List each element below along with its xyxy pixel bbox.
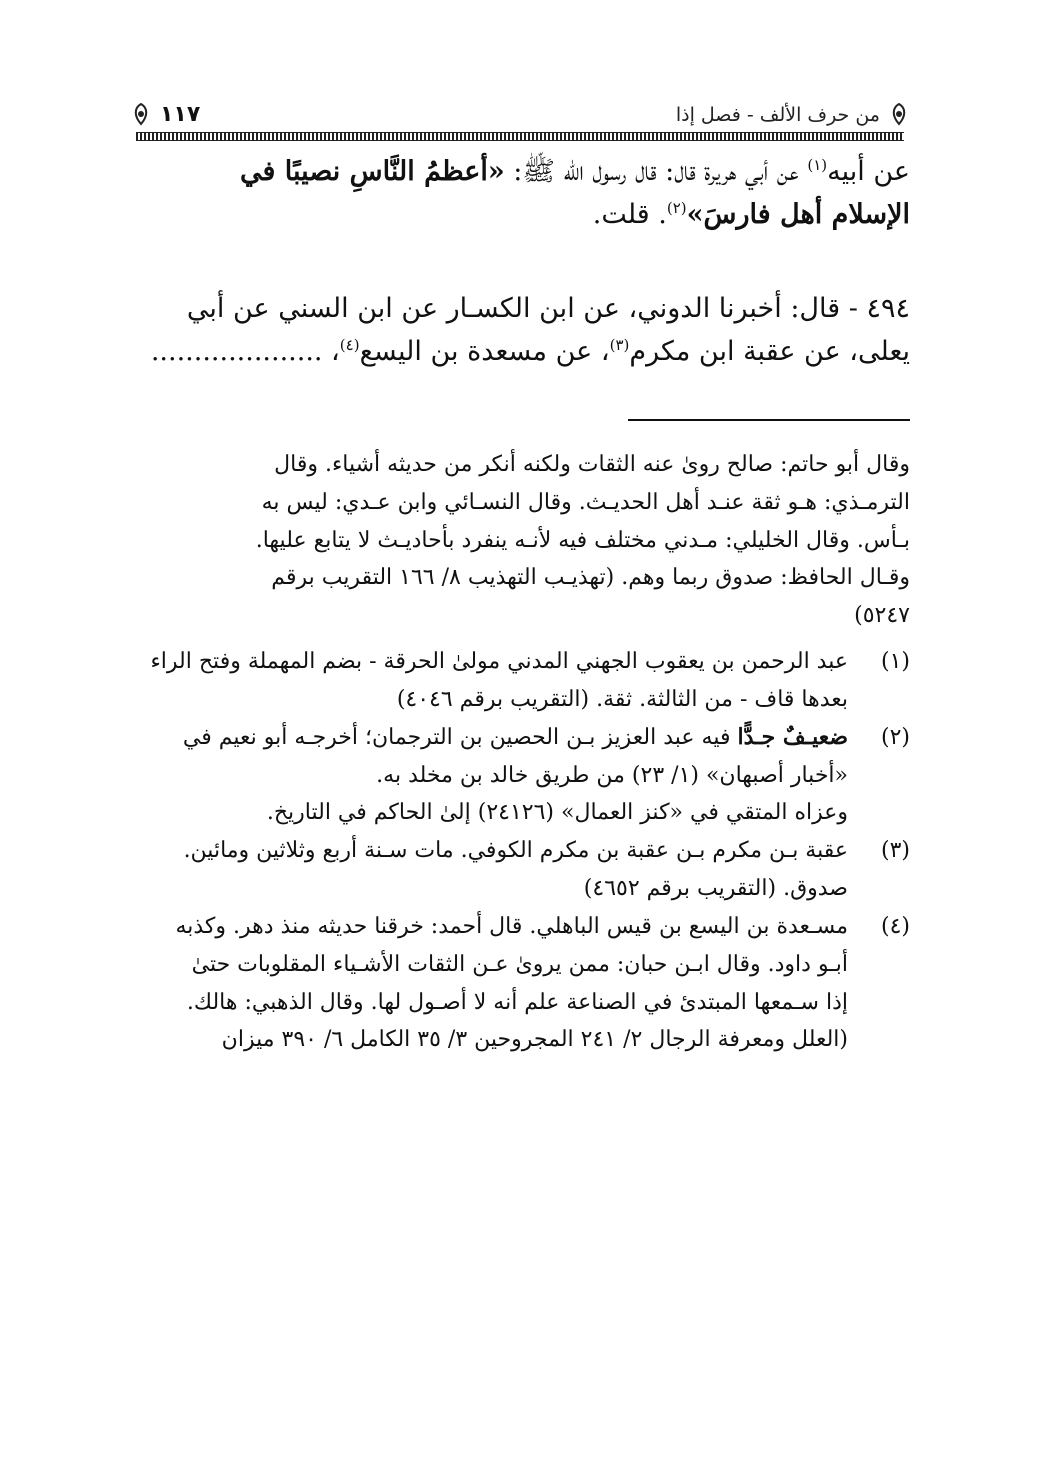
footnote-line: وقـال الحافظ: صدوق ربما وهم. (تهذيـب التهذيب ٨/ ١٦٦ التقريب برقم [271, 565, 910, 591]
footnote-number: (١) [880, 649, 910, 675]
footnote-item [130, 832, 910, 908]
footnote-line [130, 719, 848, 757]
footnote-item [130, 719, 910, 832]
hadith-text: «أعظمُ النَّاسِ نصيبًا في [239, 156, 505, 187]
continued-footnote [130, 446, 910, 635]
main-text-entry [130, 287, 910, 373]
footnote-ref: (٤) [339, 336, 360, 355]
footnote-line: وعزاه المتقي في «كنز العمال» (٢٤١٢٦) إلىٰ الحاكم في التاريخ. [266, 800, 848, 826]
footnote-line: «أخبار أصبهان» (١/ ٢٣) من طريق خالد بن مخلد به. [376, 762, 848, 788]
main-line [130, 330, 910, 373]
footnote-line: بـأس. وقال الخليلي: مـدني مختلف فيه لأنـه ينفرد بأحاديـث لا يتابع عليها. [255, 527, 910, 553]
main-line: ٤٩٤ - قال: أخبرنا الدوني، عن ابن الكسـار عن ابن السني عن أبي [186, 293, 910, 324]
footnote-number: (٢) [880, 724, 910, 750]
footnote-line: صدوق. (التقريب برقم ٤٦٥٢) [583, 876, 848, 902]
text-run: يعلى، عن عقبة ابن مكرم [629, 336, 910, 368]
footnote-line: ٥٢٤٧) [854, 603, 910, 629]
hadith-text: الإسلام أهل فارسَ» [686, 199, 910, 231]
footnote-line: بعدها قاف - من الثالثة. ثقة. (التقريب برقم ٤٠٤٦) [396, 686, 848, 712]
ornament-icon [130, 102, 152, 126]
header-rule [136, 132, 904, 141]
footnote-line: عقبة بـن مكرم بـن عقبة بن مكرم الكوفي. مات سـنة أربع وثلاثين ومائين. [183, 838, 848, 864]
text-run: فيه عبد العزيز بـن الحصين بن الترجمان؛ أخرجـه أبو نعيم في [182, 724, 738, 750]
main-line [130, 193, 910, 236]
footnote-ref: (٢) [666, 199, 687, 218]
main-text [130, 150, 910, 236]
footnote-line: إذا سـمعها المبتدئ في الصناعة علم أنه لا أصـول لها. وقال الذهبي: هالك. [186, 989, 848, 1015]
text-run: عن أبي هريرة قال: قال رسول الله ﷺ: [504, 156, 808, 187]
footnotes [130, 446, 910, 1059]
footnote-item [130, 643, 910, 719]
footnote-line: مسـعدة بن اليسع بن قيس الباهلي. قال أحمد: خرقنا حديثه منذ دهر. وكذبه [175, 913, 848, 939]
footnote-number: (٣) [880, 838, 910, 864]
footnote-ref: (٣) [609, 336, 630, 355]
page-header [130, 96, 910, 142]
running-title: من حرف الألف - فصل إذا [675, 104, 880, 126]
footnote-line: الترمـذي: هـو ثقة عنـد أهل الحديـث. وقال النسـائي وابن عـدي: ليس به [261, 489, 910, 515]
footnote-line: (العلل ومعرفة الرجال ٢/ ٢٤١ المجروحين ٣/ ٣٥ الكامل ٦/ ٣٩٠ ميزان [221, 1027, 848, 1053]
footnote-line: وقال أبو حاتم: صالح روىٰ عنه الثقات ولكنه أنكر من حديثه أشياء. وقال [274, 452, 910, 477]
text-run: ، .................... [150, 336, 340, 368]
footnote-item [130, 908, 910, 1059]
text-run: . قلت. [592, 199, 667, 231]
footnote-line: أبـو داود. وقال ابـن حبان: ممن يروىٰ عـن الثقات الأشـياء المقلوبات حتىٰ [191, 951, 848, 977]
footnote-line: عبد الرحمن بن يعقوب الجهني المدني مولىٰ الحرقة - بضم المهملة وفتح الراء [150, 649, 848, 675]
footnote-separator [628, 419, 910, 421]
main-line [130, 150, 910, 193]
grading-label: ضعيـفٌ جـدًّا [737, 723, 848, 750]
ornament-icon [888, 102, 910, 126]
footnote-number: (٤) [880, 913, 910, 939]
footnote-ref: (١) [807, 156, 828, 174]
text-run: عن أبيه [827, 156, 910, 187]
page-number: ١١٧ [160, 102, 201, 127]
text-run: ، عن مسعدة بن اليسع [359, 336, 610, 368]
